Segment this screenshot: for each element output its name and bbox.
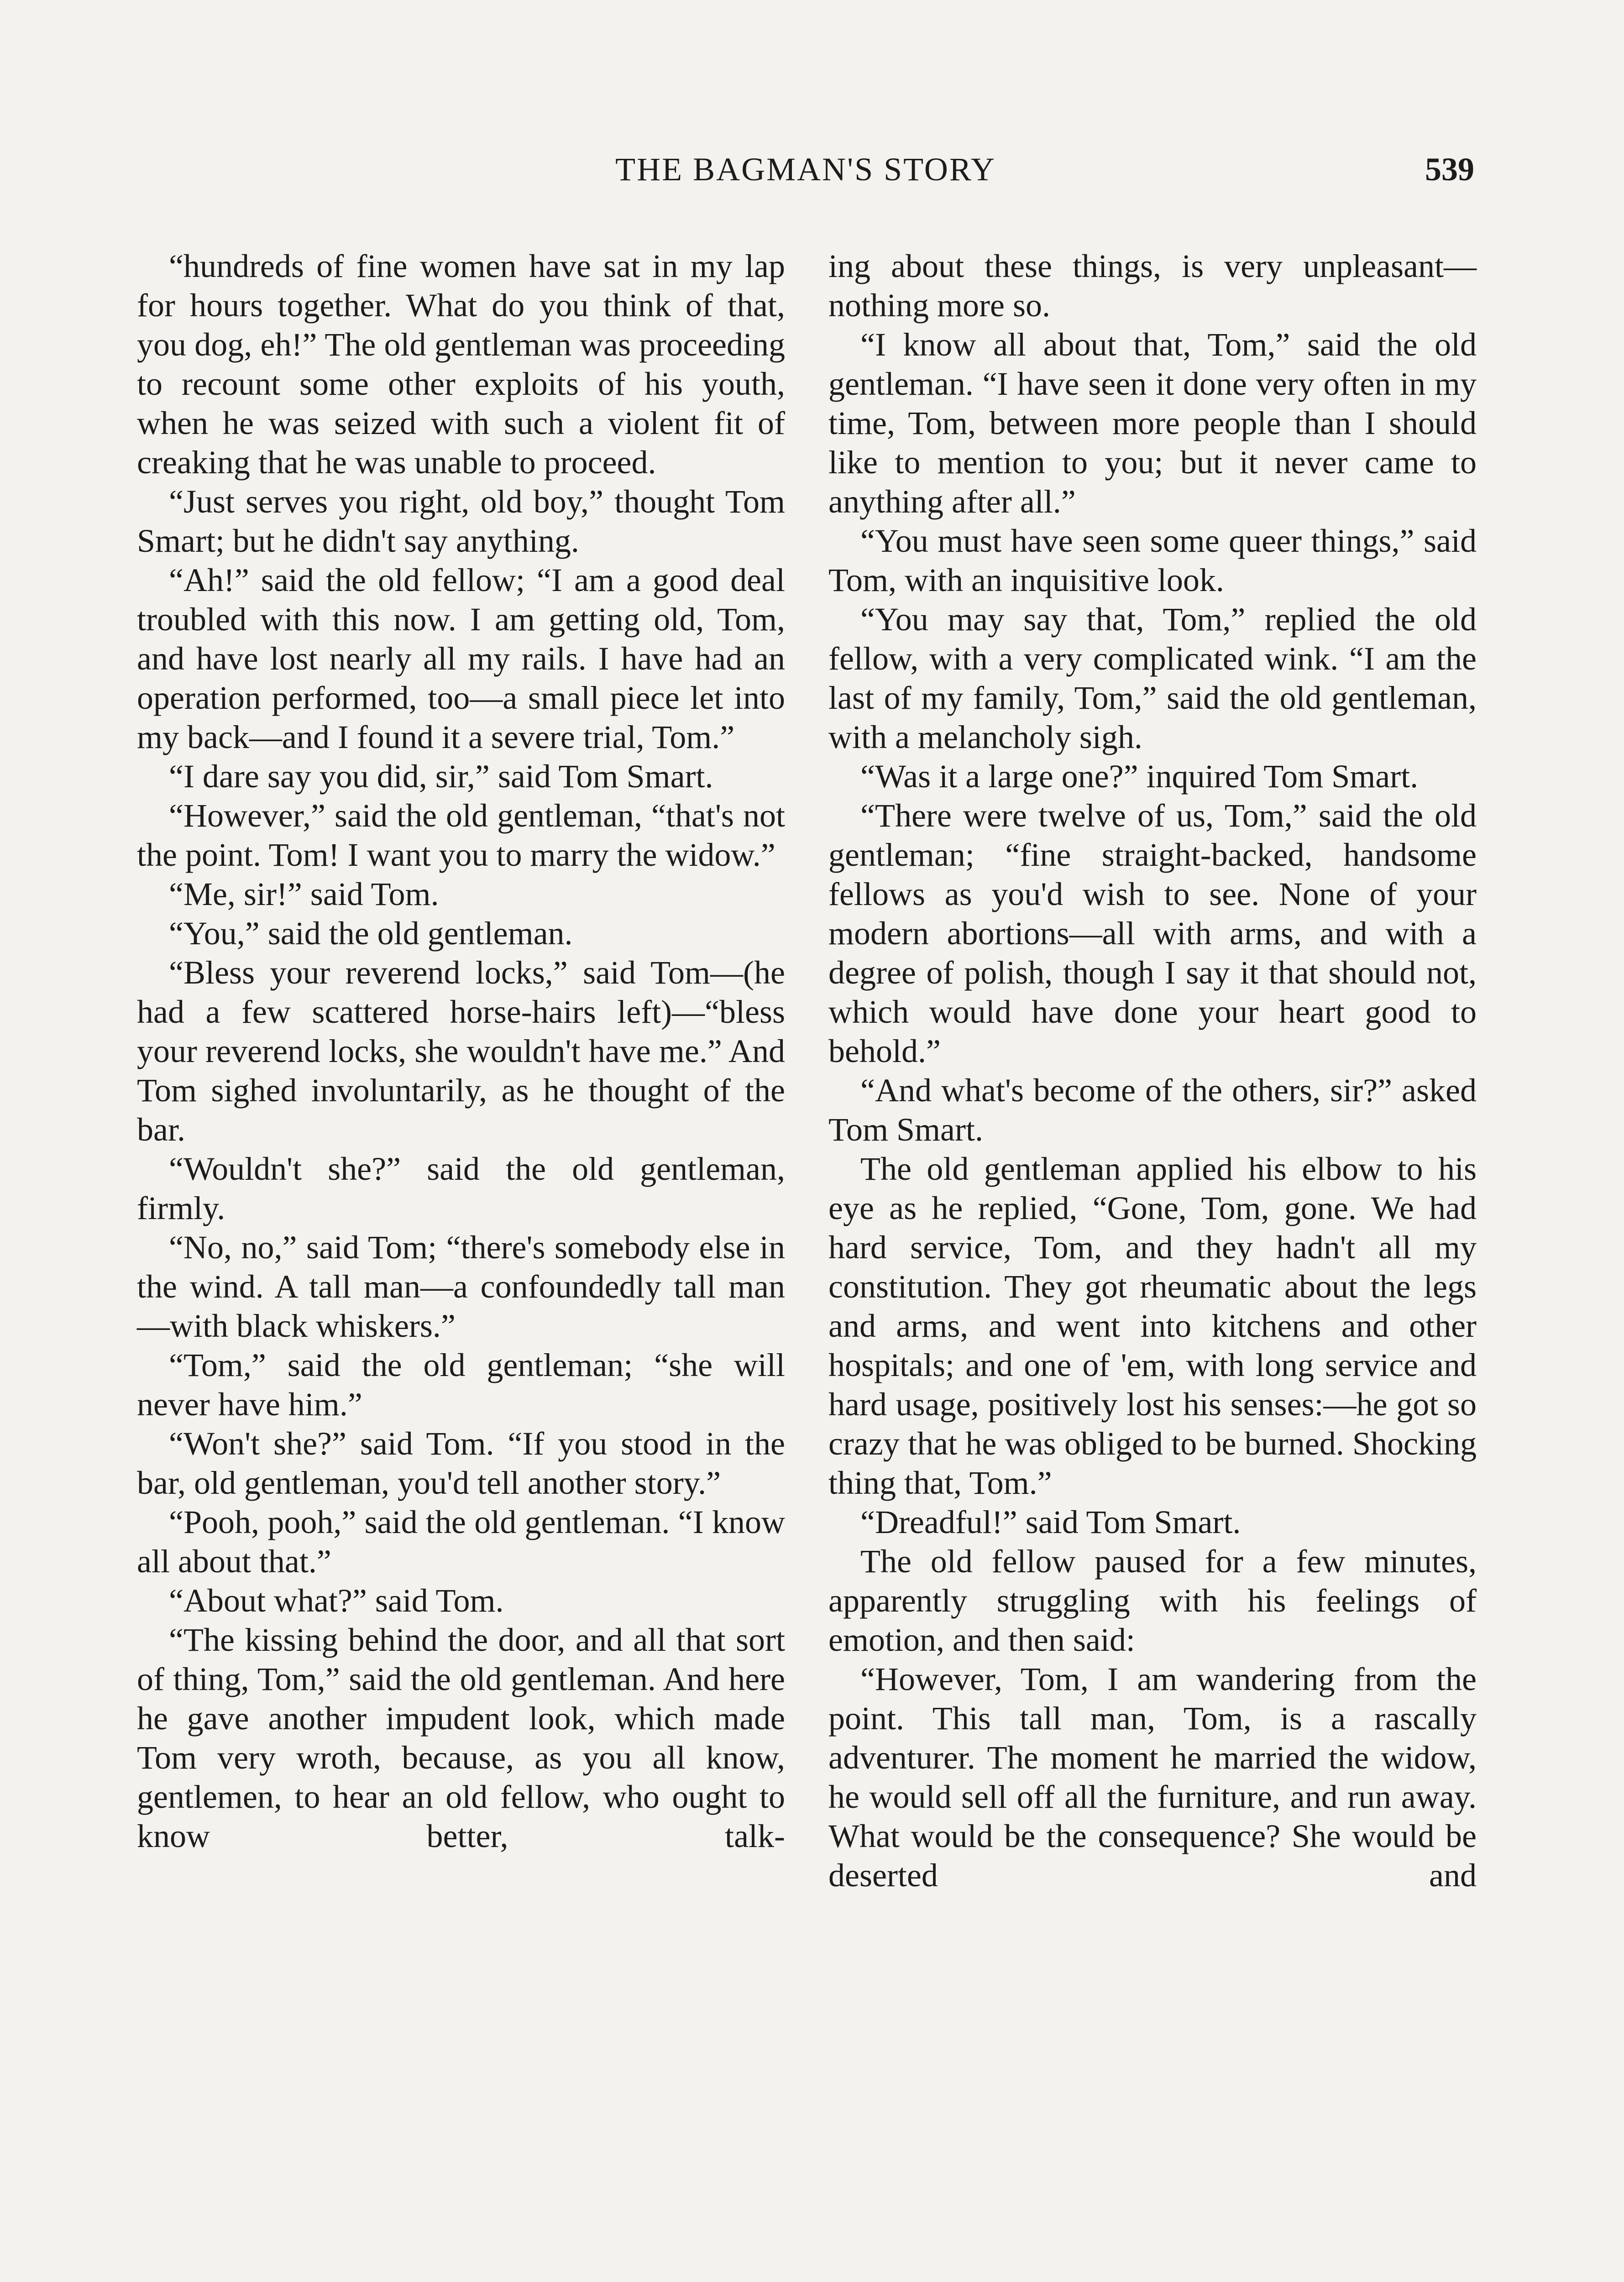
paragraph: “hundreds of fine women have sat in my lap for hours together. What do you think of that, you dog, eh!” The old gentleman was proceeding to recount some other exploits of his youth, when he was seized with such a violent fit of creaking that he was unable to proceed. [137,248,785,481]
right-column [828,246,1477,1895]
paragraph: ing about these things, is very unpleasant—nothing more so. [828,248,1477,324]
paragraph: “You,” said the old gentleman. [169,915,573,952]
left-column [137,246,785,1856]
paragraph: “The kissing behind the door, and all that sort of thing, Tom,” said the old gentleman. And here he gave another impudent look, which made Tom very wroth, because, as you all know, gentlemen, to hear an old fellow, who ought to know better, talk- [137,1622,785,1854]
paragraph: “Dreadful!” said Tom Smart. [860,1504,1241,1540]
paragraph: “No, no,” said Tom; “there's somebody else in the wind. A tall man—a confoundedly tall man—with black whiskers.” [137,1229,785,1344]
paragraph: “Was it a large one?” inquired Tom Smart. [860,758,1419,795]
running-head [137,151,1474,196]
running-title: THE BAGMAN'S STORY [615,151,996,188]
paragraph: “Just serves you right, old boy,” thought Tom Smart; but he didn't say anything. [137,483,785,559]
paragraph: “Pooh, pooh,” said the old gentleman. “I know all about that.” [137,1504,785,1580]
paragraph: “Me, sir!” said Tom. [169,876,439,912]
page-number: 539 [1425,151,1474,188]
paragraph: “There were twelve of us, Tom,” said the old gentleman; “fine straight-backed, handsome fellows as you'd wish to see. None of your modern abortions—all with arms, and with a degree of polish, though I say it that should not, which would have done your heart good to behold.” [828,797,1477,1069]
paragraph: “About what?” said Tom. [169,1582,504,1619]
paragraph: “You must have seen some queer things,” said Tom, with an inquisitive look. [828,523,1477,598]
paragraph: “And what's become of the others, sir?” asked Tom Smart. [828,1072,1477,1148]
paragraph: “I dare say you did, sir,” said Tom Smart. [169,758,713,795]
paragraph: “I know all about that, Tom,” said the old gentleman. “I have seen it done very often in my time, Tom, between more people than I should like to mention to you; but it never came to anything after all.” [828,326,1477,520]
paragraph: “Wouldn't she?” said the old gentleman, firmly. [137,1151,785,1226]
paragraph: The old gentleman applied his elbow to his eye as he replied, “Gone, Tom, gone. We had hard service, Tom, and they hadn't all my constitution. They got rheumatic about the legs and arms, and went into kitchens and other hospitals; and one of 'em, with long service and hard usage, positively lost his senses:—he got so crazy that he was obliged to be burned. Shocking thing that, Tom.” [828,1151,1477,1501]
paragraph: “However, Tom, I am wandering from the point. This tall man, Tom, is a rascally adventurer. The moment he married the widow, he would sell off all the furniture, and run away. What would be the consequence? She would be deserted and [828,1661,1477,1894]
paragraph: “Won't she?” said Tom. “If you stood in the bar, old gentleman, you'd tell another story.” [137,1425,785,1501]
paragraph: The old fellow paused for a few minutes, apparently struggling with his feelings of emotion, and then said: [828,1543,1477,1658]
paragraph: “Ah!” said the old fellow; “I am a good deal troubled with this now. I am getting old, Tom, and have lost nearly all my rails. I have had an operation performed, too—a small piece let into my back—and I found it a severe trial, Tom.” [137,562,785,755]
paragraph: “However,” said the old gentleman, “that's not the point. Tom! I want you to marry the widow.” [137,797,785,873]
paragraph: “Tom,” said the old gentleman; “she will never have him.” [137,1347,785,1423]
paragraph: “Bless your reverend locks,” said Tom—(he had a few scattered horse-hairs left)—“bless your reverend locks, she wouldn't have me.” And Tom sighed involuntarily, as he thought of the bar. [137,954,785,1148]
paragraph: “You may say that, Tom,” replied the old fellow, with a very complicated wink. “I am the last of my family, Tom,” said the old gentleman, with a melancholy sigh. [828,601,1477,755]
